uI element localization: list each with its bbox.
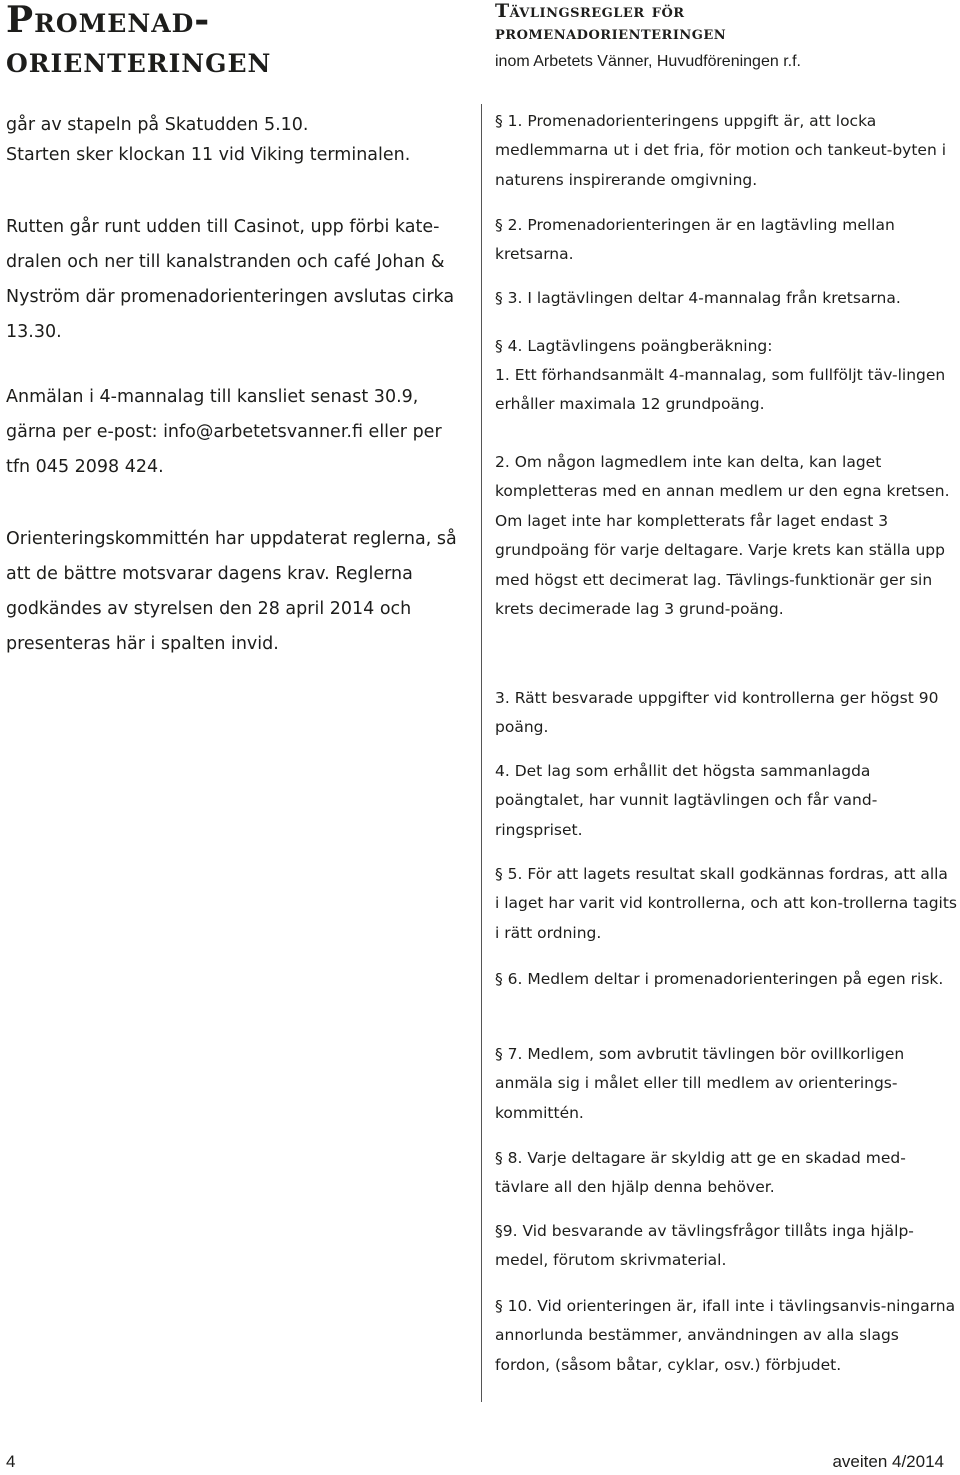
- rule-8: § 8. Varje deltagare är skyldig att ge en skadad med-tävlare all den hjälp denna behöver.: [495, 1149, 906, 1197]
- column-divider: [481, 104, 482, 1402]
- rule-4-point-2: 2. Om någon lagmedlem inte kan delta, kan laget kompletteras med en annan medlem ur den egna kretsen. Om laget inte har kompletterats får laget endast 3 grundpoäng för varje deltagare. Varje krets kan ställa upp med högst ett decimerat lag. Tävlings-funktionär ger sin krets decimerade lag 3 grund-poäng.: [495, 453, 950, 619]
- issue-label: aveiten 4/2014: [832, 1452, 944, 1471]
- article-title: [6, 0, 271, 80]
- rule-4: § 4. Lagtävlingens poängberäkning:: [495, 337, 773, 355]
- rules-heading-line2: promenadorienteringen: [495, 22, 727, 44]
- route-paragraph: Rutten går runt udden till Casinot, upp förbi kate-dralen och ner till kanalstranden och café Johan & Nyström där promenadorienteringen avslutas cirka 13.30.: [6, 217, 455, 342]
- rule-4-point-4: 4. Det lag som erhållit det högsta sammanlagda poängtalet, har vunnit lagtävlingen och får vand-ringspriset.: [495, 762, 878, 839]
- article-title-line1: Promenad-: [6, 0, 211, 41]
- rules-subheading: inom Arbetets Vänner, Huvudföreningen r.f.: [495, 53, 801, 70]
- rules-heading: [495, 0, 726, 44]
- committee-paragraph: Orienteringskommittén har uppdaterat reglerna, så att de bättre motsvarar dagens krav. Reglerna godkändes av styrelsen den 28 april 2014 och presenteras här i spalten invid.: [6, 529, 457, 654]
- rules-heading-line1: Tävlingsregler för: [495, 0, 685, 22]
- rule-2: § 2. Promenadorienteringen är en lagtävling mellan kretsarna.: [495, 216, 895, 264]
- rule-9: §9. Vid besvarande av tävlingsfrågor tillåts inga hjälp-medel, förutom skrivmaterial.: [495, 1222, 914, 1270]
- rule-3: § 3. I lagtävlingen deltar 4-mannalag från kretsarna.: [495, 289, 901, 307]
- rule-4-point-1: 1. Ett förhandsanmält 4-mannalag, som fullföljt täv-lingen erhåller maximala 12 grundpoäng.: [495, 366, 946, 414]
- rule-7: § 7. Medlem, som avbrutit tävlingen bör ovillkorligen anmäla sig i målet eller till medlem av orienterings-kommittén.: [495, 1045, 905, 1122]
- rule-1: § 1. Promenadorienteringens uppgift är, att locka medlemmarna ut i det fria, för motion och tankeut-byten i naturens inspirerande omgivning.: [495, 112, 947, 189]
- start-paragraph: [6, 110, 468, 170]
- page-number: 4: [6, 1452, 16, 1471]
- start-line-1: går av stapeln på Skatudden 5.10.: [6, 115, 309, 135]
- rule-5: § 5. För att lagets resultat skall godkännas fordras, att alla i laget har varit vid kontrollerna, och att kon-trollerna tagits i rätt ordning.: [495, 865, 958, 942]
- start-line-2: Starten sker klockan 11 vid Viking terminalen.: [6, 145, 411, 165]
- rule-6: § 6. Medlem deltar i promenadorienteringen på egen risk.: [495, 970, 944, 988]
- article-title-line2: orienteringen: [6, 39, 272, 81]
- rule-4-point-3: 3. Rätt besvarade uppgifter vid kontrollerna ger högst 90 poäng.: [495, 689, 939, 737]
- registration-paragraph: Anmälan i 4-mannalag till kansliet senast 30.9, gärna per e-post: info@arbetetsvanner.fi eller per tfn 045 2098 424.: [6, 387, 442, 477]
- rule-10: § 10. Vid orienteringen är, ifall inte i tävlingsanvis-ningarna annorlunda bestämmer, användningen av alla slags fordon, (såsom båtar, cyklar, osv.) förbjudet.: [495, 1297, 956, 1374]
